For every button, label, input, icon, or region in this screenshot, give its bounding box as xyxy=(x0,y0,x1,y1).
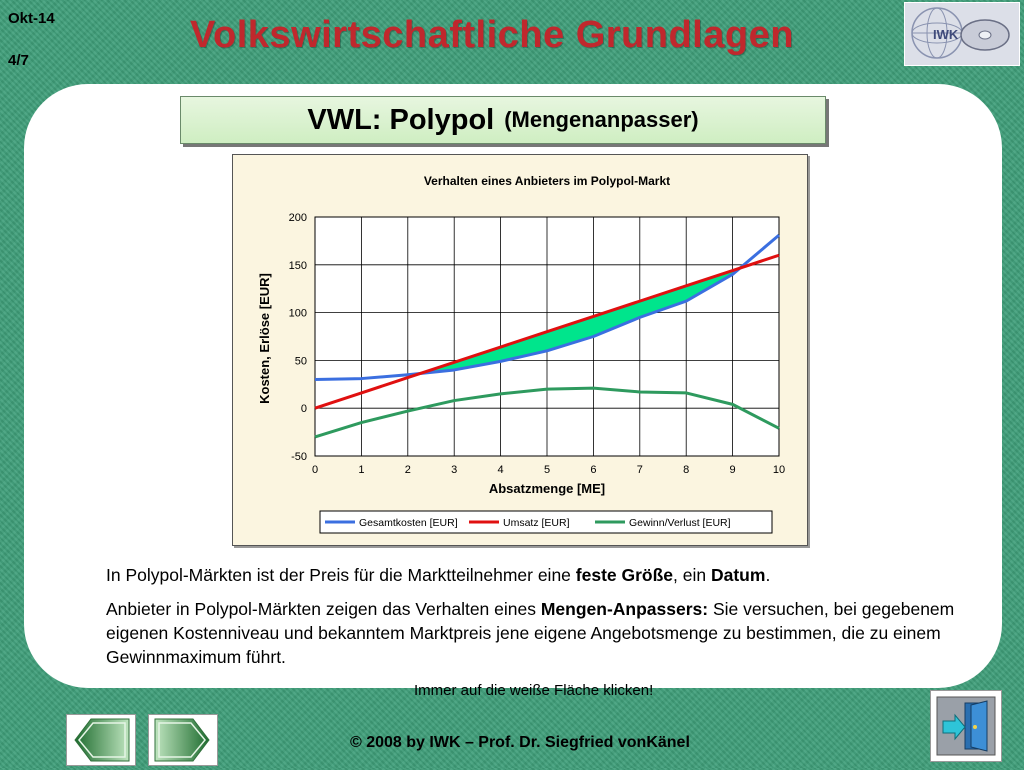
x-tick-label: 8 xyxy=(683,464,690,476)
polypol-chart xyxy=(233,155,807,545)
legend-label-3: Gewinn/Verlust [EUR] xyxy=(629,517,731,529)
y-tick-label: 0 xyxy=(300,403,307,416)
logo-label: IWK xyxy=(933,27,959,42)
y-axis-label: Kosten, Erlöse [EUR] xyxy=(257,273,272,404)
paragraph-price-end: . xyxy=(765,565,771,585)
x-tick-label: 6 xyxy=(590,464,597,476)
slide-title-main: VWL: Polypol xyxy=(307,103,495,136)
paragraph-price-bold-2: Datum xyxy=(710,565,766,585)
y-tick-label: 150 xyxy=(288,259,307,272)
legend-label-2: Umsatz [EUR] xyxy=(503,517,570,529)
x-tick-label: 3 xyxy=(451,464,458,476)
paragraph-price-mid: , ein xyxy=(673,565,711,585)
slide-title-sub: (Mengenanpasser) xyxy=(504,107,699,132)
click-hint: Immer auf die weiße Fläche klicken! xyxy=(414,682,654,699)
legend-label-1: Gesamtkosten [EUR] xyxy=(359,517,458,529)
x-tick-label: 0 xyxy=(311,464,319,476)
paragraph-price-text: In Polypol-Märkten ist der Preis für die Marktteilnehmer eine xyxy=(106,565,576,585)
footer-copyright: © 2008 by IWK – Prof. Dr. Siegfried vonKänel xyxy=(350,734,690,751)
slide-date: Okt-14 xyxy=(8,10,55,27)
iwk-logo xyxy=(904,2,1020,66)
paragraph-price xyxy=(106,563,986,587)
iwk-logo-icon xyxy=(905,3,1019,65)
main-heading: Volkswirtschaftliche Grundlagen xyxy=(190,14,794,56)
y-tick-label: 200 xyxy=(288,212,307,224)
paragraph-ma-bold: Mengen-Anpassers: xyxy=(540,599,709,619)
chart-frame xyxy=(232,154,808,546)
previous-slide-button[interactable] xyxy=(66,714,136,766)
slide-page-number: 4/7 xyxy=(8,52,29,69)
x-tick-label: 7 xyxy=(636,464,643,476)
chart-title: Verhalten eines Anbieters im Polypol-Markt xyxy=(423,174,671,188)
x-tick-label: 5 xyxy=(543,464,551,476)
prev-arrow-icon xyxy=(67,715,135,765)
exit-button[interactable] xyxy=(930,690,1002,762)
y-tick-label: 50 xyxy=(294,355,307,368)
y-tick-label: 100 xyxy=(288,307,307,320)
slide-title xyxy=(180,96,826,144)
x-tick-label: 2 xyxy=(404,464,411,476)
x-axis-label: Absatzmenge [ME] xyxy=(488,481,606,496)
paragraph-ma-end: Sie versuchen, bei gegebenem eigenen Kostenniveau und bekanntem Marktpreis jene eigene Angebotsmenge zu bestimmen, die zu einem Gewinnmaximum führt. xyxy=(106,599,955,667)
x-tick-label: 4 xyxy=(497,464,504,476)
next-slide-button[interactable] xyxy=(148,714,218,766)
paragraph-mengenanpasser xyxy=(106,597,986,669)
exit-door-icon xyxy=(931,691,1001,761)
x-tick-label: 9 xyxy=(729,464,736,476)
next-arrow-icon xyxy=(149,715,217,765)
y-tick-label: -50 xyxy=(291,451,307,463)
paragraph-price-bold-1: feste Größe xyxy=(575,565,674,585)
paragraph-ma-text: Anbieter in Polypol-Märkten zeigen das Verhalten eines xyxy=(106,599,541,619)
x-tick-label: 1 xyxy=(358,464,365,476)
x-tick-label: 10 xyxy=(772,464,786,476)
